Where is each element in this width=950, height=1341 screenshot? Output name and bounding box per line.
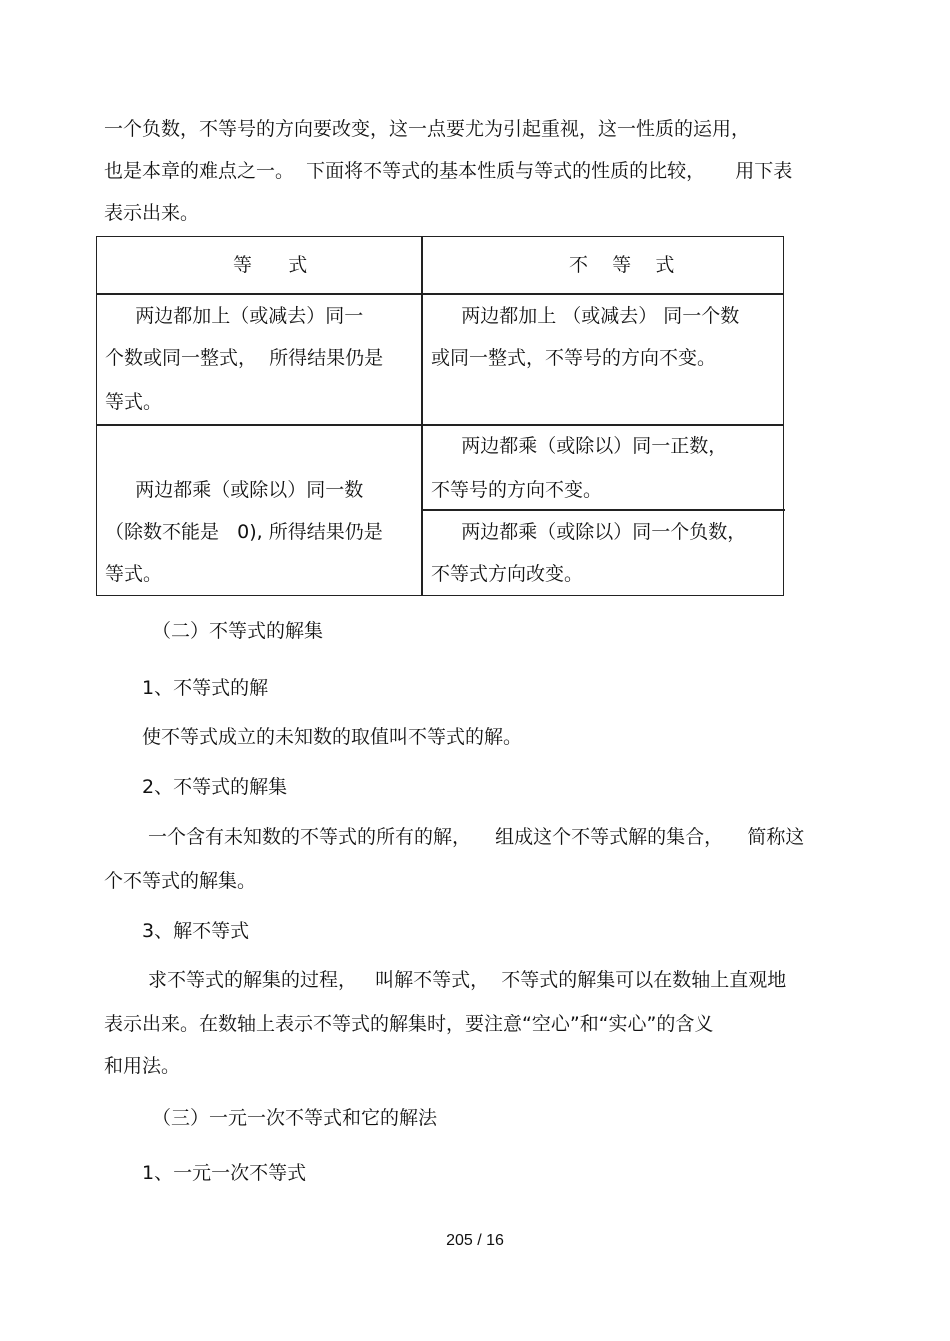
table-header-equation: 等 式: [233, 254, 308, 276]
row2-left-line1: 两边都乘（或除以）同一数: [105, 479, 364, 501]
row2-right-a-line1: 两边都乘（或除以）同一正数，: [431, 435, 728, 457]
section2-heading: （二）不等式的解集: [152, 620, 324, 642]
section2-item1-body: 使不等式成立的未知数的取值叫不等式的解。: [142, 726, 523, 748]
section2-item1-title: 1、不等式的解: [142, 677, 269, 699]
row1-left-line2: 个数或同一整式， 所得结果仍是: [105, 347, 384, 369]
row1-right-line1: 两边都加上 （或减去） 同一个数: [431, 305, 740, 327]
section2-item3-body-line3: 和用法。: [104, 1055, 181, 1077]
row2-left-line2: （除数不能是 0), 所得结果仍是: [105, 521, 383, 543]
row2-right-b-line2: 不等式方向改变。: [431, 563, 584, 585]
table-subrow-divider: [421, 509, 785, 511]
comparison-table: [96, 236, 784, 596]
table-header-inequality: 不 等 式: [569, 254, 675, 276]
intro-line-2: 也是本章的难点之一。 下面将不等式的基本性质与等式的性质的比较， 用下表: [104, 160, 793, 182]
section3-item1-title: 1、一元一次不等式: [142, 1162, 307, 1184]
table-header-divider: [97, 293, 783, 295]
section2-item2-title: 2、不等式的解集: [142, 776, 288, 798]
row2-right-a-line2: 不等号的方向不变。: [431, 479, 603, 501]
row1-left-line1: 两边都加上（或减去）同一: [105, 305, 364, 327]
section2-item2-body-line2: 个不等式的解集。: [104, 870, 257, 892]
table-row-divider: [97, 424, 783, 426]
row2-right-b-line1: 两边都乘（或除以）同一个负数，: [431, 521, 747, 543]
page-number: 205 / 16: [446, 1232, 504, 1249]
intro-line-3: 表示出来。: [104, 202, 200, 224]
section3-heading: （三）一元一次不等式和它的解法: [152, 1107, 438, 1129]
row1-right-line2: 或同一整式，不等号的方向不变。: [431, 347, 717, 369]
intro-line-1: 一个负数，不等号的方向要改变，这一点要尤为引起重视，这一性质的运用，: [104, 118, 751, 140]
row1-left-line3: 等式。: [105, 391, 163, 413]
section2-item3-title: 3、解不等式: [142, 920, 250, 942]
section2-item3-body-line1: 求不等式的解集的过程， 叫解不等式， 不等式的解集可以在数轴上直观地: [148, 969, 787, 991]
row2-left-line3: 等式。: [105, 563, 163, 585]
section2-item3-body-line2: 表示出来。在数轴上表示不等式的解集时，要注意“空心”和“实心”的含义: [104, 1013, 714, 1035]
section2-item2-body-line1: 一个含有未知数的不等式的所有的解， 组成这个不等式解的集合， 简称这: [148, 826, 805, 848]
table-column-divider: [421, 237, 423, 595]
